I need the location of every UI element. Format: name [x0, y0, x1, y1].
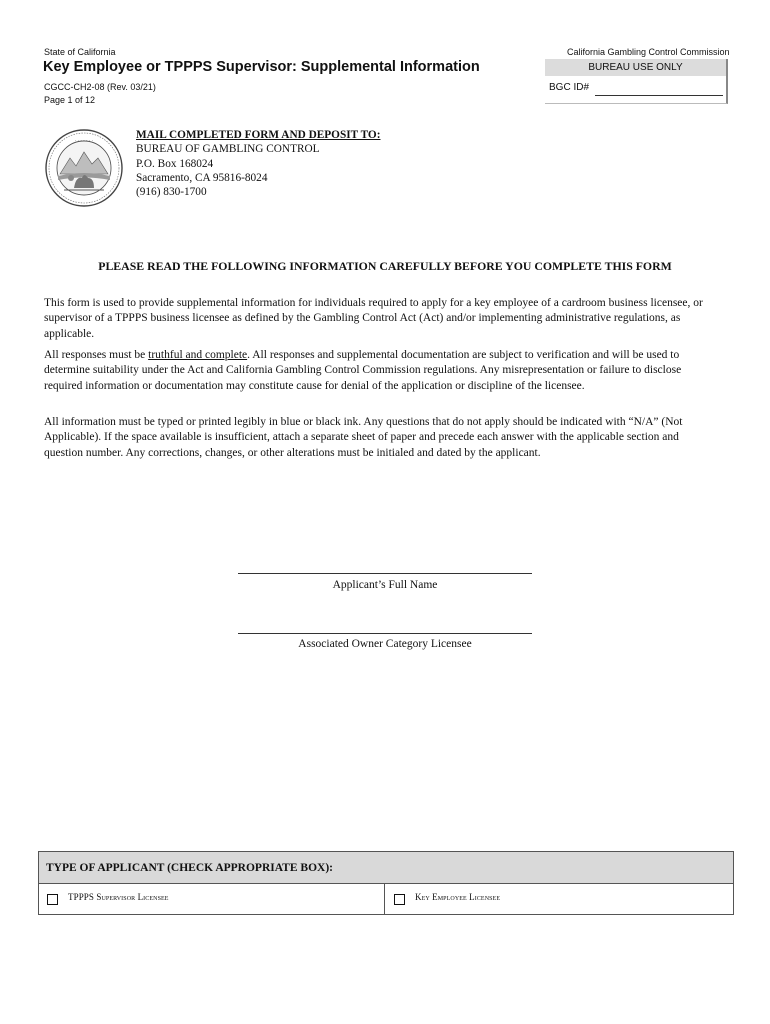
svg-text:· · · · · · ·: · · · · · · · — [74, 139, 94, 144]
commission-label: California Gambling Control Commission — [567, 47, 730, 57]
mailing-line: P.O. Box 168024 — [136, 157, 214, 170]
applicant-type-heading: TYPE OF APPLICANT (CHECK APPROPRIATE BOX): — [39, 852, 733, 884]
page-number: Page 1 of 12 — [44, 95, 96, 105]
mailing-line: (916) 830-1700 — [136, 186, 207, 199]
tppps-supervisor-label: TPPPS Supervisor Licensee — [68, 892, 169, 902]
applicant-name-label: Applicant’s Full Name — [332, 579, 438, 591]
instructions-heading: PLEASE READ THE FOLLOWING INFORMATION CAREFULLY BEFORE YOU COMPLETE THIS FORM — [98, 259, 672, 273]
instructions-paragraph-ink: All information must be typed or printed legibly in blue or black ink. Any questions that do not apply should be indicated with “N/A” (Not Applicable). If the space available is insufficient, attach a separate sheet of paper and precede each answer with the applicable section and question number. Any corrections, changes, or other alterations must be initialed and dated by the applicant. — [44, 416, 683, 459]
bureau-use-heading: BUREAU USE ONLY — [545, 59, 726, 76]
bgc-id-field[interactable] — [595, 95, 723, 96]
table-divider — [384, 884, 385, 914]
instructions-paragraph-truthful — [44, 348, 720, 394]
owner-licensee-field[interactable] — [238, 633, 532, 634]
truthful-complete-emphasis: truthful and complete — [148, 349, 248, 361]
applicant-name-field[interactable] — [238, 573, 532, 574]
mailing-address-block — [136, 128, 380, 199]
page-title: Key Employee or TPPPS Supervisor: Supplemental Information — [43, 59, 480, 75]
instructions-paragraph-purpose: This form is used to provide supplemental information for individuals required to apply for a key employee of a cardroom business licensee, or supervisor of a TPPPS business licensee as defined by the Gambling Control Act (Act) and/or implementing administrative regulations, as applicable. — [44, 297, 703, 340]
form-number: CGCC-CH2-08 (Rev. 03/21) — [44, 82, 156, 92]
key-employee-label: Key Employee Licensee — [415, 892, 501, 902]
mailing-heading: MAIL COMPLETED FORM AND DEPOSIT TO: — [136, 129, 381, 141]
bgc-id-label: BGC ID# — [549, 82, 590, 93]
mailing-line: Sacramento, CA 95816-8024 — [136, 171, 268, 184]
tppps-supervisor-checkbox[interactable] — [47, 894, 58, 905]
mailing-line: BUREAU OF GAMBLING CONTROL — [136, 143, 320, 156]
applicant-type-table — [38, 851, 734, 915]
state-seal-icon — [44, 128, 124, 208]
owner-licensee-label: Associated Owner Category Licensee — [298, 638, 472, 650]
paragraph-text: All responses must be — [44, 349, 149, 361]
key-employee-checkbox[interactable] — [394, 894, 405, 905]
bureau-use-box — [545, 59, 728, 104]
paragraph-text: . All responses and supplemental documentation are subject to verification and will be used to determine suitability under the Act and California Gambling Control Commission regulations. Any misrepresentation or failure to disclose required information or documentation may constitute cause for denial of the application or discipline of the licensee. — [44, 349, 682, 392]
state-label: State of California — [44, 47, 116, 57]
